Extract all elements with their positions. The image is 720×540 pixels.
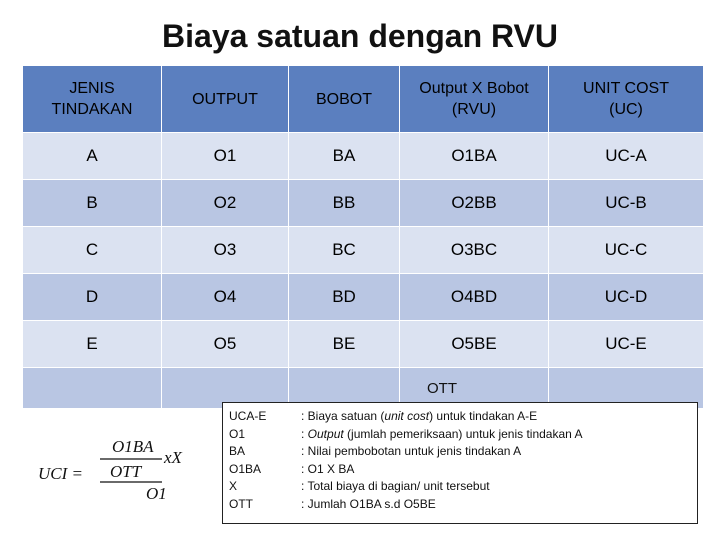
cell-unit-cost: UC-E: [549, 321, 704, 368]
definitions-box: [222, 402, 698, 524]
definition-code: UCA-E: [229, 409, 267, 423]
header-output: OUTPUT: [162, 66, 289, 133]
definition-text: : Biaya satuan (unit cost) untuk tindakan A-E: [301, 409, 538, 423]
cell-rvu: O1BA: [400, 133, 549, 180]
cell-rvu: O3BC: [400, 227, 549, 274]
cell-rvu: O4BD: [400, 274, 549, 321]
definition-text: : Output (jumlah pemeriksaan) untuk jenis tindakan A: [301, 426, 583, 441]
cell-bobot: BA: [289, 133, 400, 180]
cell-unit-cost: UC-B: [549, 180, 704, 227]
table-row: [23, 274, 704, 321]
definition-code: O1: [229, 426, 246, 441]
cell-unit-cost: UC-A: [549, 133, 704, 180]
cell-output: O5: [162, 321, 289, 368]
definition-code: OTT: [229, 496, 253, 511]
cell-bobot: BD: [289, 274, 400, 321]
definition-text: : Nilai pembobotan untuk jenis tindakan A: [301, 444, 522, 458]
formula-multiplier: xX: [164, 448, 182, 467]
definition-codes: [229, 408, 266, 513]
header-jenis-tindakan: JENIS TINDAKAN: [23, 66, 162, 133]
definition-text: : O1 X BA: [301, 461, 355, 476]
cell-rvu: O5BE: [400, 321, 549, 368]
rvu-table: [22, 65, 704, 409]
definition-code: X: [229, 479, 238, 493]
formula-numerator: O1BA: [112, 437, 154, 456]
table-row: [23, 133, 704, 180]
cell-bobot: BE: [289, 321, 400, 368]
cell-unit-cost: UC-D: [549, 274, 704, 321]
cell-output: O4: [162, 274, 289, 321]
table-row: [23, 227, 704, 274]
formula-denominator-bottom: O1: [146, 484, 167, 503]
cell-empty: [23, 368, 162, 409]
header-bobot: BOBOT: [289, 66, 400, 133]
cell-jenis: C: [23, 227, 162, 274]
cell-jenis: A: [23, 133, 162, 180]
definition-text: : Total biaya di bagian/ unit tersebut: [301, 479, 490, 493]
definition-text: : Jumlah O1BA s.d O5BE: [301, 496, 436, 511]
header-unit-cost: UNIT COST (UC): [549, 66, 704, 133]
cell-bobot: BC: [289, 227, 400, 274]
cell-output: O1: [162, 133, 289, 180]
formula-lhs: UCI =: [38, 464, 83, 483]
total-label: OTT: [427, 380, 457, 397]
formula-denominator-top: OTT: [110, 462, 142, 481]
cell-unit-cost: UC-C: [549, 227, 704, 274]
cell-rvu: O2BB: [400, 180, 549, 227]
cell-bobot: BB: [289, 180, 400, 227]
definition-code: O1BA: [229, 461, 262, 476]
definition-code: BA: [229, 444, 246, 458]
table-header-row: [23, 66, 704, 133]
cell-jenis: E: [23, 321, 162, 368]
table-row: [23, 180, 704, 227]
page-title: Biaya satuan dengan RVU: [162, 18, 558, 54]
cell-jenis: B: [23, 180, 162, 227]
definition-descriptions: [301, 408, 696, 513]
header-output-x-bobot: Output X Bobot (RVU): [400, 66, 549, 133]
unit-cost-formula: [36, 425, 206, 505]
cell-output: O3: [162, 227, 289, 274]
cell-output: O2: [162, 180, 289, 227]
table-row: [23, 321, 704, 368]
cell-jenis: D: [23, 274, 162, 321]
